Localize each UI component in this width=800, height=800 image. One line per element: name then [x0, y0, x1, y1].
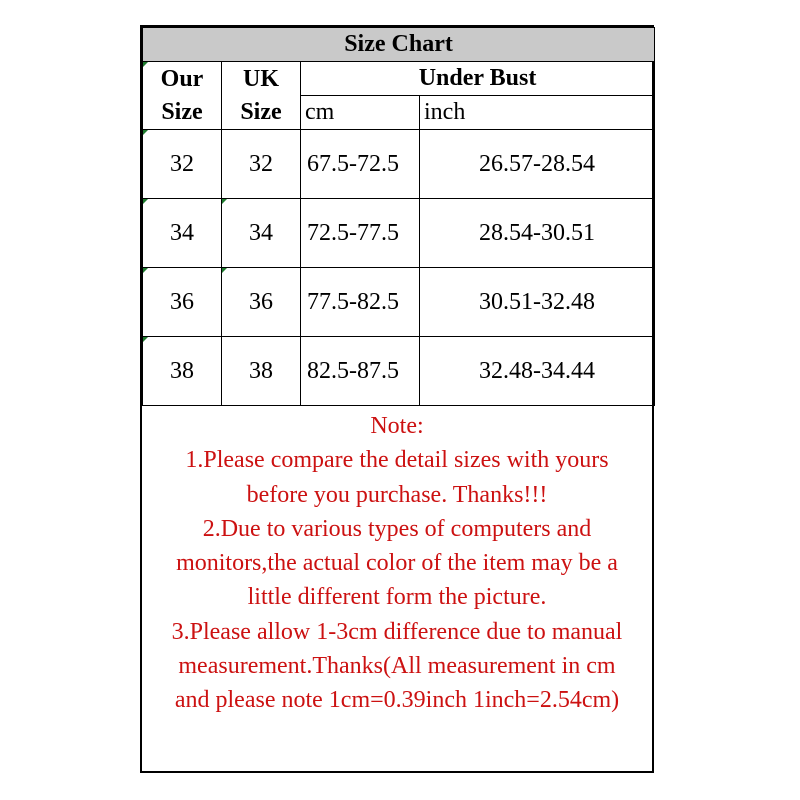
header-uk-size — [222, 62, 301, 130]
cell-our-size: 32 — [143, 130, 222, 199]
note-block — [142, 409, 652, 718]
cell-cm: 67.5-72.5 — [301, 130, 420, 199]
note-heading: Note: — [370, 413, 424, 439]
header-cm: cm — [301, 96, 420, 130]
cell-cm: 72.5-77.5 — [301, 199, 420, 268]
header-our-size-line1: Our — [160, 65, 204, 92]
cell-our-size: 36 — [143, 268, 222, 337]
cell-uk-size: 32 — [222, 130, 301, 199]
note-line: monitors,the actual color of the item may be a — [176, 550, 618, 577]
note-line: measurement.Thanks(All measurement in cm — [178, 653, 616, 680]
header-inch: inch — [420, 96, 655, 130]
note-line: 1.Please compare the detail sizes with yours — [185, 447, 609, 474]
table-row — [143, 337, 655, 406]
cell-cm: 82.5-87.5 — [301, 337, 420, 406]
table-row — [143, 199, 655, 268]
note-line: little different form the picture. — [247, 584, 547, 611]
size-chart — [140, 25, 654, 773]
table-row — [143, 130, 655, 199]
note-line: 2.Due to various types of computers and — [202, 515, 592, 542]
cell-inch: 28.54-30.51 — [420, 199, 655, 268]
cell-uk-size: 38 — [222, 337, 301, 406]
cell-cm: 77.5-82.5 — [301, 268, 420, 337]
note-line: 3.Please allow 1-3cm difference due to manual — [171, 618, 623, 645]
note-line: before you purchase. Thanks!!! — [246, 481, 548, 508]
cell-inch: 30.51-32.48 — [420, 268, 655, 337]
cell-inch: 26.57-28.54 — [420, 130, 655, 199]
cell-uk-size: 34 — [222, 199, 301, 268]
cell-our-size: 38 — [143, 337, 222, 406]
header-our-size-line2: Size — [161, 98, 203, 125]
table-row — [143, 268, 655, 337]
header-our-size — [143, 62, 222, 130]
cell-inch: 32.48-34.44 — [420, 337, 655, 406]
cell-our-size: 34 — [143, 199, 222, 268]
cell-uk-size: 36 — [222, 268, 301, 337]
header-under-bust: Under Bust — [301, 62, 655, 96]
header-uk-size-line1: UK — [243, 65, 279, 92]
chart-title: Size Chart — [143, 28, 655, 62]
header-uk-size-line2: Size — [240, 98, 282, 125]
note-line: and please note 1cm=0.39inch 1inch=2.54cm) — [174, 687, 620, 714]
size-table — [142, 27, 655, 406]
